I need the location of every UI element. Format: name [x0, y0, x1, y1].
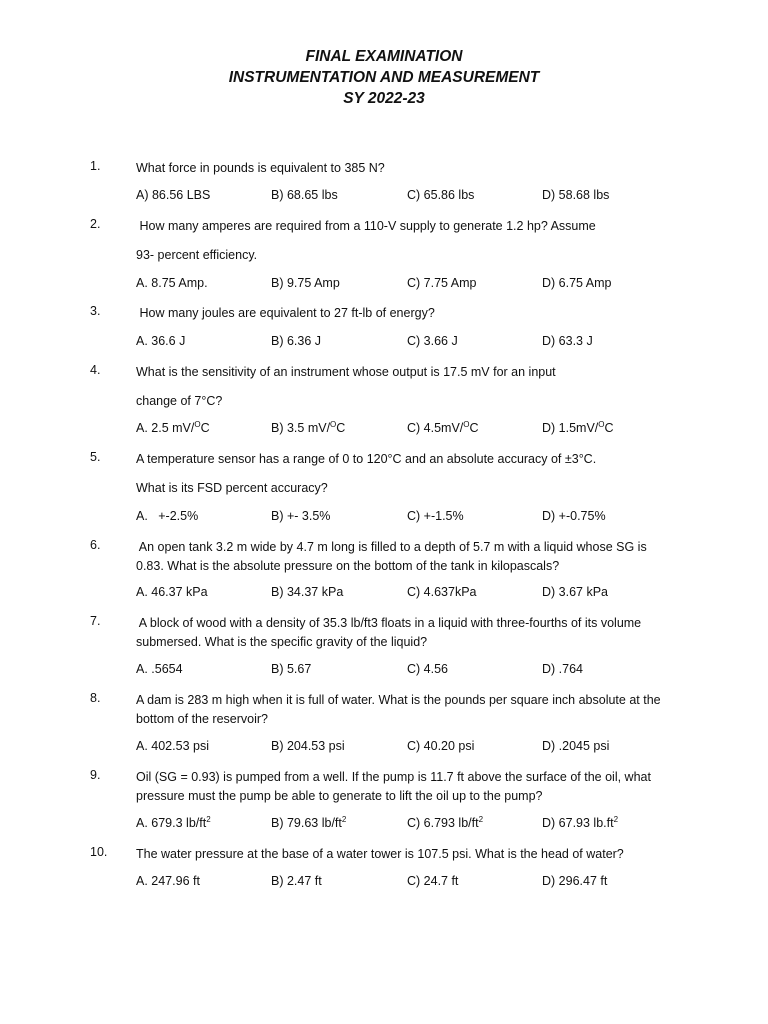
question-line: The water pressure at the base of a water tower is 107.5 psi. What is the head of water?	[136, 847, 624, 861]
question-number: 7.	[90, 614, 101, 628]
options-10	[0, 874, 768, 892]
question-number: 4.	[90, 363, 101, 377]
exam-header	[0, 46, 768, 109]
option-a: A. 46.37 kPa	[136, 585, 208, 599]
question-line: What is the sensitivity of an instrument whose output is 17.5 mV for an input	[136, 365, 556, 379]
question-line: An open tank 3.2 m wide by 4.7 m long is filled to a depth of 5.7 m with a liquid whose SG is	[136, 540, 647, 554]
option-b: B) 204.53 psi	[271, 739, 345, 753]
options-9	[0, 816, 768, 834]
question-line: 0.83. What is the absolute pressure on the bottom of the tank in kilopascals?	[136, 559, 560, 573]
option-a: A) 86.56 LBS	[136, 188, 211, 202]
option-d: D) +-0.75%	[542, 509, 606, 523]
option-b: B) 9.75 Amp	[271, 276, 340, 290]
question-line: change of 7°C?	[136, 394, 223, 408]
option-b: B) 34.37 kPa	[271, 585, 344, 599]
question-line: A temperature sensor has a range of 0 to 120°C and an absolute accuracy of ±3°C.	[136, 452, 597, 466]
option-b: B) 68.65 lbs	[271, 188, 338, 202]
option-d: D) 6.75 Amp	[542, 276, 612, 290]
question-number: 1.	[90, 159, 101, 173]
option-a: A. 36.6 J	[136, 334, 186, 348]
question-text	[136, 217, 681, 265]
question-line: What force in pounds is equivalent to 385 N?	[136, 161, 385, 175]
option-c: C) 4.637kPa	[407, 585, 477, 599]
option-c: C) 6.793 $lb/ft^2$	[407, 814, 484, 830]
option-c: C) 65.86 lbs	[407, 188, 475, 202]
question-text	[136, 450, 681, 498]
option-b: B) +- 3.5%	[271, 509, 331, 523]
option-d: D) .764	[542, 662, 583, 676]
question-text	[136, 159, 681, 178]
option-a: A. +-2.5%	[136, 509, 199, 523]
option-d: D) 58.68 lbs	[542, 188, 610, 202]
option-a: A. 8.75 Amp.	[136, 276, 208, 290]
option-d: D) 1.5mV/$^O$C	[542, 419, 614, 435]
option-d: D) 67.93 $lb.ft^2$	[542, 814, 619, 830]
options-5	[0, 509, 768, 527]
option-c: C) +-1.5%	[407, 509, 464, 523]
options-4	[0, 421, 768, 439]
options-6	[0, 585, 768, 603]
option-c: C) 4.56	[407, 662, 448, 676]
question-line: pressure must the pump be able to generate to lift the oil up to the pump?	[136, 789, 543, 803]
course-title: INSTRUMENTATION AND MEASUREMENT	[228, 69, 540, 86]
options-7	[0, 662, 768, 680]
option-a: A. .5654	[136, 662, 183, 676]
question-text	[136, 691, 681, 729]
option-c: C) 7.75 Amp	[407, 276, 477, 290]
question-text	[136, 363, 681, 411]
exam-title: FINAL EXAMINATION	[305, 48, 463, 65]
school-year: SY 2022-23	[343, 90, 425, 107]
options-8	[0, 739, 768, 757]
question-number: 5.	[90, 450, 101, 464]
question-text	[136, 538, 681, 576]
question-line: submersed. What is the specific gravity of the liquid?	[136, 635, 428, 649]
option-b: B) 2.47 ft	[271, 874, 322, 888]
question-line: How many joules are equivalent to 27 ft-lb of energy?	[136, 306, 435, 320]
question-number: 10.	[90, 845, 108, 859]
question-number: 3.	[90, 304, 101, 318]
option-d: D) 3.67 kPa	[542, 585, 609, 599]
option-b: B) 5.67	[271, 662, 312, 676]
question-text	[136, 614, 681, 652]
option-c: C) 24.7 ft	[407, 874, 459, 888]
option-b: B) 6.36 J	[271, 334, 322, 348]
option-c: C) 40.20 psi	[407, 739, 475, 753]
question-line: A block of wood with a density of 35.3 lb/ft3 floats in a liquid with three-fourths of its volume	[136, 616, 642, 630]
question-number: 6.	[90, 538, 101, 552]
question-text	[136, 304, 681, 323]
option-d: D) 296.47 ft	[542, 874, 608, 888]
question-number: 2.	[90, 217, 101, 231]
question-line: Oil (SG = 0.93) is pumped from a well. If the pump is 11.7 ft above the surface of the oil, what	[136, 770, 651, 784]
question-text	[136, 845, 681, 864]
option-a: A. 402.53 psi	[136, 739, 209, 753]
question-number: 8.	[90, 691, 101, 705]
option-a: A. 247.96 ft	[136, 874, 200, 888]
question-line: 93- percent efficiency.	[136, 248, 258, 262]
option-a: A. 2.5 mV/$^O$C	[136, 419, 210, 435]
option-d: D) 63.3 J	[542, 334, 593, 348]
question-number: 9.	[90, 768, 101, 782]
option-c: C) 3.66 J	[407, 334, 458, 348]
option-d: D) .2045 psi	[542, 739, 610, 753]
question-text	[136, 768, 681, 806]
question-line: How many amperes are required from a 110-V supply to generate 1.2 hp? Assume	[136, 219, 596, 233]
option-b: B) 3.5 mV/$^O$C	[271, 419, 346, 435]
option-c: C) 4.5mV/$^O$C	[407, 419, 479, 435]
options-1	[0, 188, 768, 206]
question-line: bottom of the reservoir?	[136, 712, 269, 726]
question-line: What is its FSD percent accuracy?	[136, 481, 328, 495]
options-2	[0, 276, 768, 294]
question-line: A dam is 283 m high when it is full of water. What is the pounds per square inch absolute at the	[136, 693, 661, 707]
option-a: A. 679.3 $lb/ft^2$	[136, 814, 211, 830]
option-b: B) 79.63 $lb/ft^2$	[271, 814, 347, 830]
options-3	[0, 334, 768, 352]
